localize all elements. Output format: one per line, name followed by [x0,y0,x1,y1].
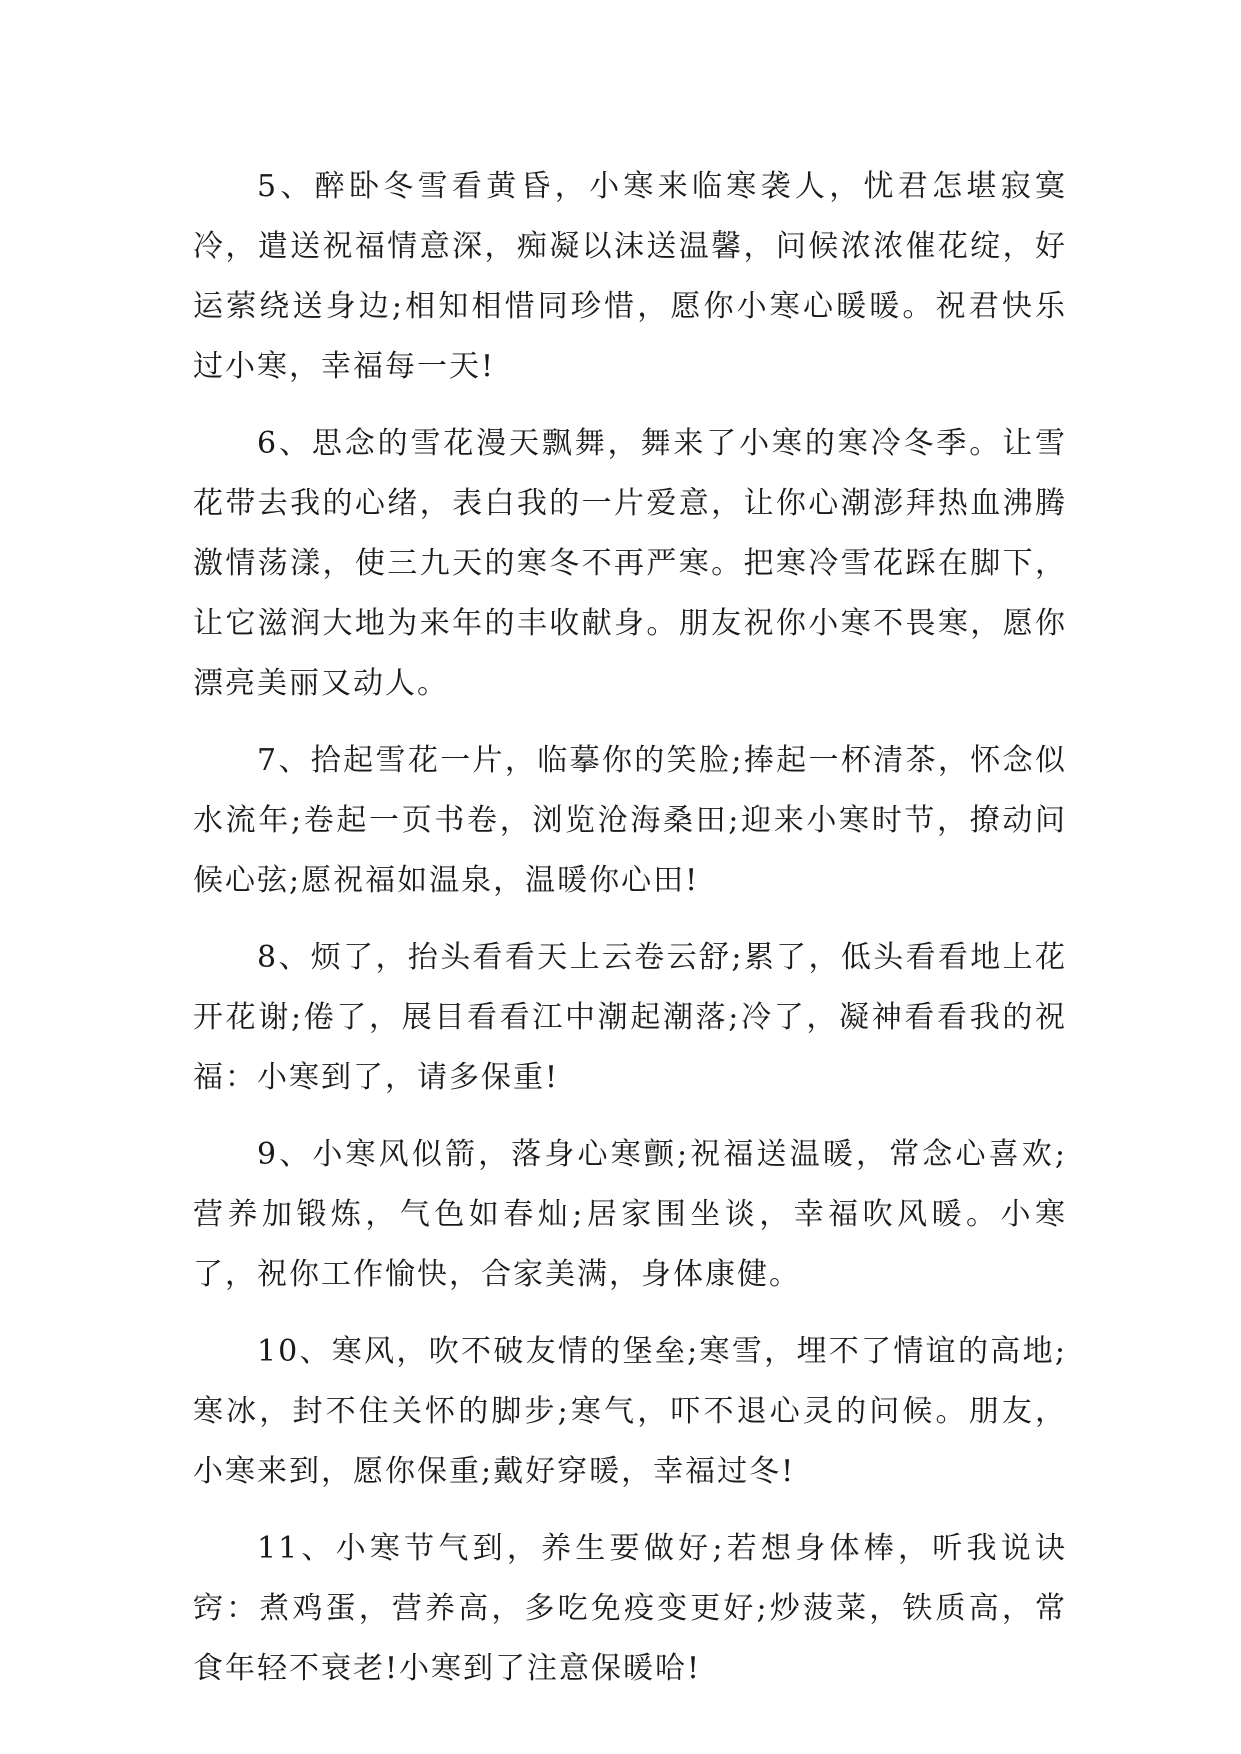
paragraph-11: 11、小寒节气到，养生要做好;若想身体棒，听我说诀窍：煮鸡蛋，营养高，多吃免疫变更好;炒菠菜，铁质高，常食年轻不衰老!小寒到了注意保暖哈! [193,1531,1067,1686]
document-body [193,157,1067,1716]
paragraph-9: 9、小寒风似箭，落身心寒颤;祝福送温暖，常念心喜欢;营养加锻炼，气色如春灿;居家围坐谈，幸福吹风暖。小寒了，祝你工作愉快，合家美满，身体康健。 [193,1137,1067,1292]
paragraph-10: 10、寒风，吹不破友情的堡垒;寒雪，埋不了情谊的高地;寒冰，封不住关怀的脚步;寒气，吓不退心灵的问候。朋友，小寒来到，愿你保重;戴好穿暖，幸福过冬! [193,1334,1067,1489]
paragraph-7: 7、拾起雪花一片，临摹你的笑脸;捧起一杯清茶，怀念似水流年;卷起一页书卷，浏览沧海桑田;迎来小寒时节，撩动问候心弦;愿祝福如温泉，温暖你心田! [193,743,1067,898]
paragraph-8: 8、烦了，抬头看看天上云卷云舒;累了，低头看看地上花开花谢;倦了，展目看看江中潮起潮落;冷了，凝神看看我的祝福：小寒到了，请多保重! [193,940,1067,1095]
paragraph-5: 5、醉卧冬雪看黄昏，小寒来临寒袭人，忧君怎堪寂寞冷，遣送祝福情意深，痴凝以沫送温馨，问候浓浓催花绽，好运萦绕送身边;相知相惜同珍惜，愿你小寒心暖暖。祝君快乐过小寒，幸福每一天! [193,169,1067,384]
paragraph-6: 6、思念的雪花漫天飘舞，舞来了小寒的寒冷冬季。让雪花带去我的心绪，表白我的一片爱意，让你心潮澎拜热血沸腾激情荡漾，使三九天的寒冬不再严寒。把寒冷雪花踩在脚下，让它滋润大地为来年的丰收献身。朋友祝你小寒不畏寒，愿你漂亮美丽又动人。 [193,426,1067,701]
